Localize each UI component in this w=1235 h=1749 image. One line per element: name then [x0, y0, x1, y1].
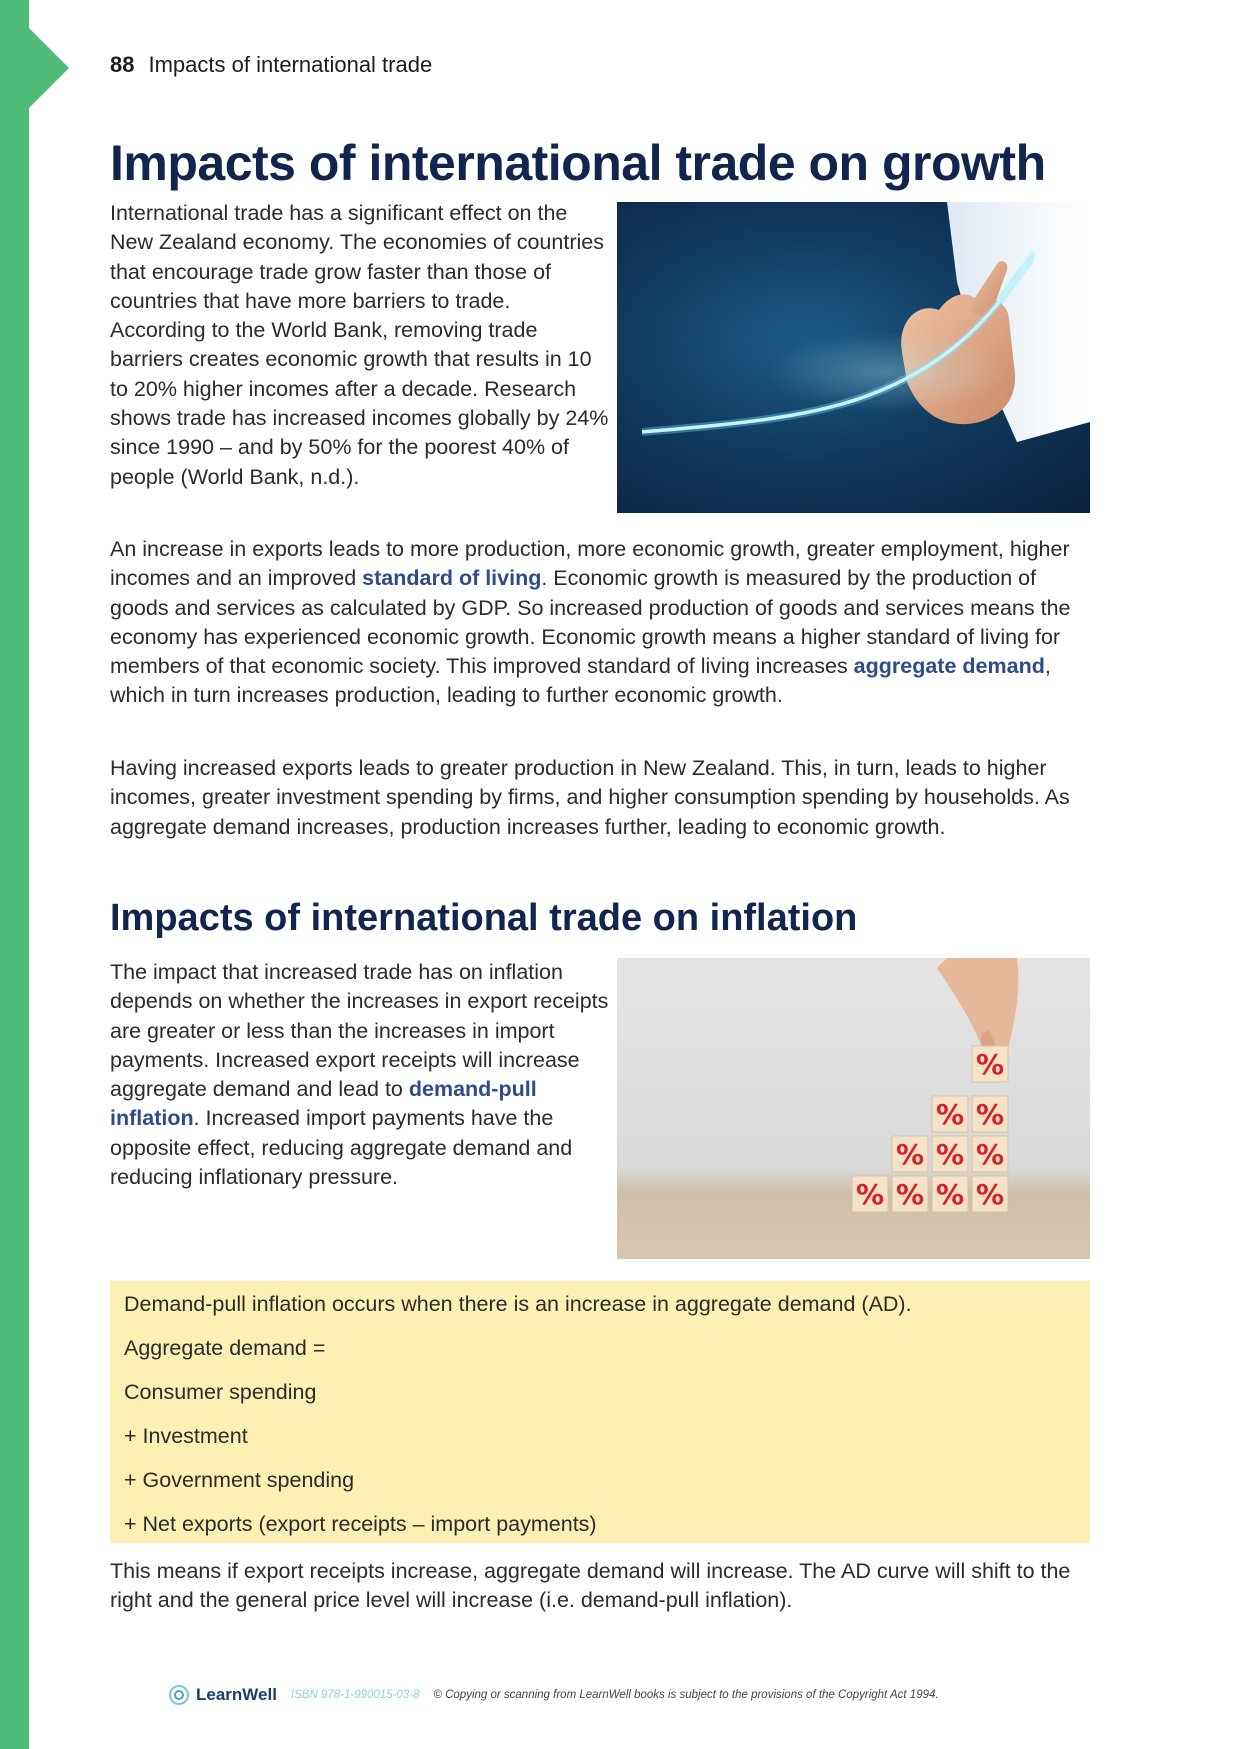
percent-block	[972, 1046, 1008, 1082]
growth-photo	[617, 202, 1090, 513]
running-title: Impacts of international trade	[148, 52, 433, 77]
percent-symbol: %	[935, 1098, 965, 1131]
callout-line: Consumer spending	[124, 1380, 317, 1404]
callout-line: + Investment	[124, 1424, 248, 1448]
percent-symbol: %	[975, 1178, 1005, 1211]
percent-symbol: %	[975, 1048, 1005, 1081]
percent-symbol: %	[895, 1178, 925, 1211]
callout-line: Demand-pull inflation occurs when there is an increase in aggregate demand (AD).	[124, 1292, 912, 1316]
page-tab-arrow	[29, 28, 69, 108]
learnwell-logo-icon	[168, 1684, 190, 1706]
term-demand-pull-inflation: demand-pull inflation	[110, 1077, 537, 1131]
inflation-heading: Impacts of international trade on inflation	[110, 897, 858, 939]
isbn: ISBN 978-1-990015-03-8	[290, 1689, 420, 1701]
aggregate-demand-callout	[110, 1281, 1090, 1543]
percent-block	[972, 1136, 1008, 1172]
percent-block	[932, 1136, 968, 1172]
side-color-bar	[0, 0, 29, 1749]
percent-blocks-illustration	[617, 958, 1090, 1259]
running-header	[110, 52, 432, 78]
percent-symbol: %	[975, 1138, 1005, 1171]
inflation-p1-text-b: . Increased import payments have the opposite effect, reducing aggregate demand and reducing inflationary pressure.	[110, 1106, 573, 1190]
inflation-paragraph-1	[110, 958, 610, 1192]
percent-block	[892, 1136, 928, 1172]
percent-block	[932, 1096, 968, 1132]
copyright-notice: © Copying or scanning from LearnWell books is subject to the provisions of the Copyright Act 1994.	[433, 1689, 939, 1701]
p2-text-b: . Economic growth is measured by the production of goods and services as calculated by GDP. So increased production of goods and services means the economy has experienced economic growth. Economic growth means a higher standard of living for members of that economic society. This improved standard of living increases	[110, 566, 1071, 679]
percent-block	[892, 1176, 928, 1212]
growth-illustration	[617, 202, 1090, 513]
percent-symbol: %	[855, 1178, 885, 1211]
term-aggregate-demand: aggregate demand	[853, 654, 1045, 679]
percent-block	[932, 1176, 968, 1212]
p2-text-c: , which in turn increases production, leading to further economic growth.	[110, 654, 1051, 708]
brand-name: LearnWell	[196, 1685, 277, 1704]
percent-block	[972, 1176, 1008, 1212]
inflation-photo	[617, 958, 1090, 1259]
growth-intro-paragraph: International trade has a significant effect on the New Zealand economy. The economies of countries that encourage trade grow faster than those of countries that have more barriers to trade. According to the World Bank, removing trade barriers creates economic growth that results in 10 to 20% higher incomes after a decade. Research shows trade has increased incomes globally by 24% since 1990 – and by 50% for the poorest 40% of people (World Bank, n.d.).	[110, 201, 609, 489]
inflation-conclusion: This means if export receipts increase, aggregate demand will increase. The AD curve will shift to the right and the general price level will increase (i.e. demand-pull inflation).	[110, 1559, 1071, 1613]
growth-heading: Impacts of international trade on growth	[110, 135, 1046, 191]
percent-symbol: %	[935, 1138, 965, 1171]
growth-paragraph-3: Having increased exports leads to greater production in New Zealand. This, in turn, leads to higher incomes, greater investment spending by firms, and higher consumption spending by households. As aggregate demand increases, production increases further, leading to economic growth.	[110, 756, 1070, 839]
percent-symbol: %	[935, 1178, 965, 1211]
callout-line: Aggregate demand =	[124, 1336, 326, 1360]
p2-text-a: An increase in exports leads to more production, more economic growth, greater employment, higher incomes and an improved	[110, 537, 1070, 591]
percent-symbol: %	[895, 1138, 925, 1171]
callout-line: + Net exports (export receipts – import payments)	[124, 1512, 597, 1536]
page-number: 88	[110, 52, 135, 77]
page-footer	[168, 1682, 939, 1708]
inflation-p1-text-a: The impact that increased trade has on inflation depends on whether the increases in export receipts are greater or less than the increases in import payments. Increased export receipts will increase aggregate demand and lead to	[110, 960, 609, 1102]
callout-line: + Government spending	[124, 1468, 355, 1492]
percent-block	[852, 1176, 888, 1212]
growth-paragraph-2	[110, 535, 1095, 711]
percent-symbol: %	[975, 1098, 1005, 1131]
percent-block	[972, 1096, 1008, 1132]
term-standard-of-living: standard of living	[362, 566, 542, 591]
